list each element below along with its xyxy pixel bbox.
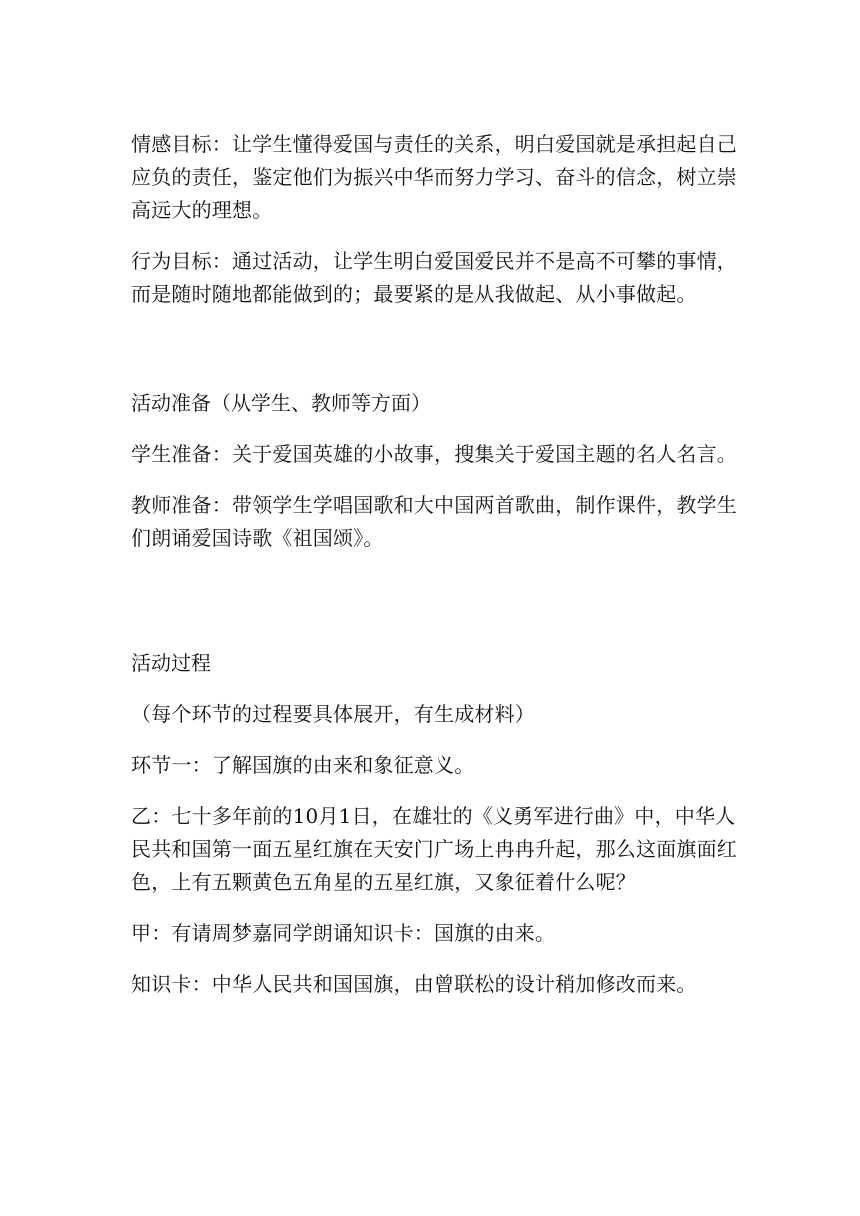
student-preparation-paragraph: 学生准备：关于爱国英雄的小故事，搜集关于爱国主题的名人名言。 <box>131 442 737 466</box>
section-one-paragraph: 环节一：了解国旗的由来和象征意义。 <box>131 753 475 777</box>
process-note-paragraph: （每个环节的过程要具体展开，有生成材料） <box>131 702 535 726</box>
document-body <box>131 128 737 1001</box>
speaker-jia-paragraph: 甲：有请周梦嘉同学朗诵知识卡：国旗的由来。 <box>131 921 556 945</box>
activity-process-heading: 活动过程 <box>131 651 211 675</box>
speaker-yi-paragraph: 乙：七十多年前的10月1日，在雄壮的《义勇军进行曲》中，中华人民共和国第一面五星红旗在天安门广场上冉冉升起，那么这面旗面红色，上有五颗黄色五角星的五星红旗，又象征着什么呢？ <box>131 804 737 894</box>
activity-preparation-heading: 活动准备（从学生、教师等方面） <box>131 391 431 415</box>
emotional-goal-paragraph: 情感目标：让学生懂得爱国与责任的关系，明白爱国就是承担起自己应负的责任，鉴定他们为振兴中华而努力学习、奋斗的信念，树立崇高远大的理想。 <box>131 132 737 222</box>
knowledge-card-paragraph: 知识卡：中华人民共和国国旗，由曾联松的设计稍加修改而来。 <box>131 972 697 996</box>
teacher-preparation-paragraph: 教师准备：带领学生学唱国歌和大中国两首歌曲，制作课件，教学生们朗诵爱国诗歌《祖国颂》。 <box>131 493 737 550</box>
behavior-goal-paragraph: 行为目标：通过活动，让学生明白爱国爱民并不是高不可攀的事情，而是随时随地都能做到的；最要紧的是从我做起、从小事做起。 <box>131 249 737 306</box>
